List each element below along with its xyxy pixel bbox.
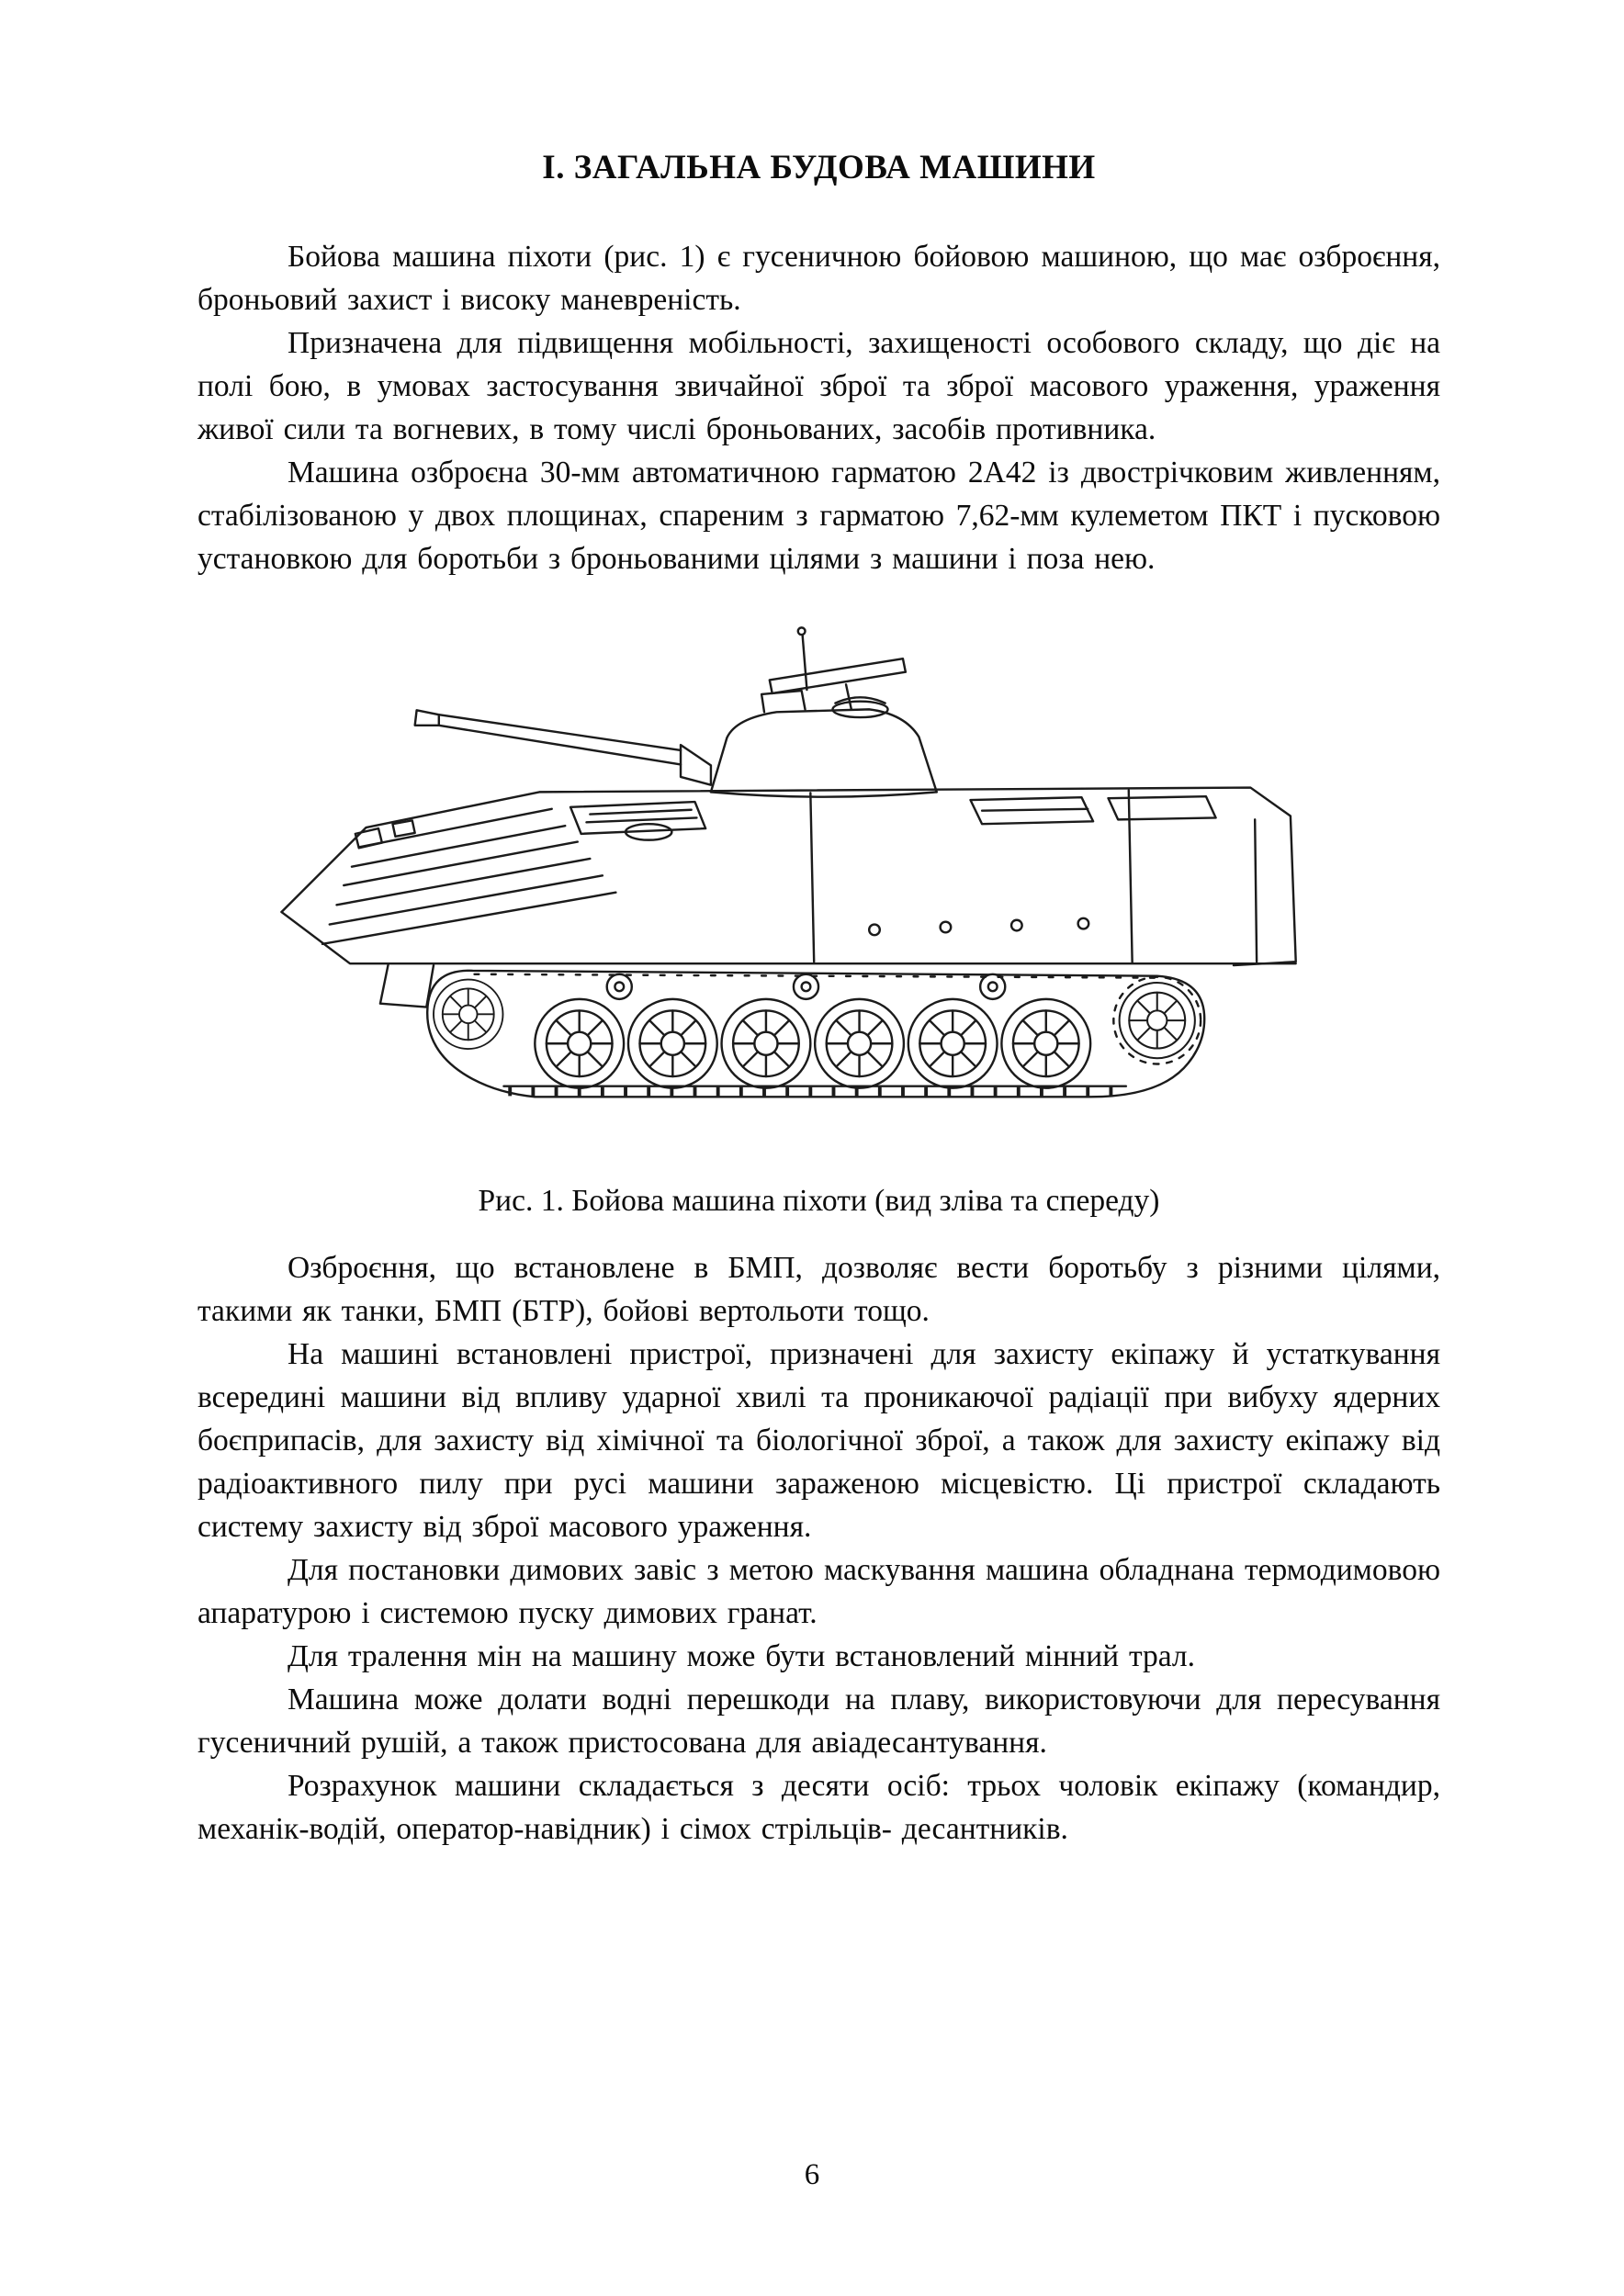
- paragraph: Для постановки димових завіс з метою маскування машина обладнана термодимовою апаратурою і системою пуску димових гранат.: [197, 1552, 1440, 1630]
- body-text-block: [197, 1246, 1440, 1851]
- paragraph: Призначена для підвищення мобільності, захищеності особового складу, що діє на полі бою, в умовах застосування звичайної зброї та зброї масового ураження, ураження живої сили та вогневих, в тому числі броньованих, засобів противника.: [197, 325, 1440, 446]
- paragraph: Розрахунок машини складається з десяти осіб: трьох чоловік екіпажу (командир, механік-водій, оператор-навідник) і сімох стрільців- десантників.: [197, 1768, 1440, 1846]
- paragraph: Машина може долати водні перешкоди на плаву, використовуючи для пересування гусеничний рушій, а також пристосована для авіадесантування.: [197, 1682, 1440, 1760]
- figure-1-caption: Рис. 1. Бойова машина піхоти (вид зліва та спереду): [478, 1183, 1160, 1218]
- track-assembly: [427, 971, 1204, 1097]
- intro-text-block: [197, 235, 1440, 580]
- bmp-vehicle-line-drawing: [222, 610, 1416, 1161]
- paragraph: На машині встановлені пристрої, призначені для захисту екіпажу й устаткування всередині машини від впливу ударної хвилі та проникаючої радіації при вибуху ядерних боєприпасів, для захисту від хімічної та біологічної зброї, а також для захисту екіпажу від радіоактивного пилу при русі машини зараженою місцевістю. Ці пристрої складають систему захисту від зброї масового ураження.: [197, 1336, 1440, 1544]
- paragraph: Машина озброєна 30-мм автоматичною гарматою 2А42 із двострічковим живленням, стабілізованою у двох площинах, спареним з гарматою 7,62-мм кулеметом ПКТ і пусковою установкою для боротьби з броньованими цілями з машини і поза нею.: [197, 455, 1440, 576]
- section-title: І. ЗАГАЛЬНА БУДОВА МАШИНИ: [542, 149, 1096, 186]
- page-number: 6: [804, 2158, 820, 2191]
- paragraph: Озброєння, що встановлене в БМП, дозволяє вести боротьбу з різними цілями, такими як танки, БМП (БТР), бойові вертольоти тощо.: [197, 1250, 1440, 1328]
- paragraph: Для тралення мін на машину може бути встановлений мінний трал.: [288, 1638, 1196, 1673]
- figure-1: [197, 610, 1440, 1222]
- turret: [710, 627, 936, 796]
- gun-barrel: [414, 710, 710, 784]
- paragraph: Бойова машина піхоти (рис. 1) є гусеничною бойовою машиною, що має озброєння, броньовий захист і високу маневреність.: [197, 239, 1440, 317]
